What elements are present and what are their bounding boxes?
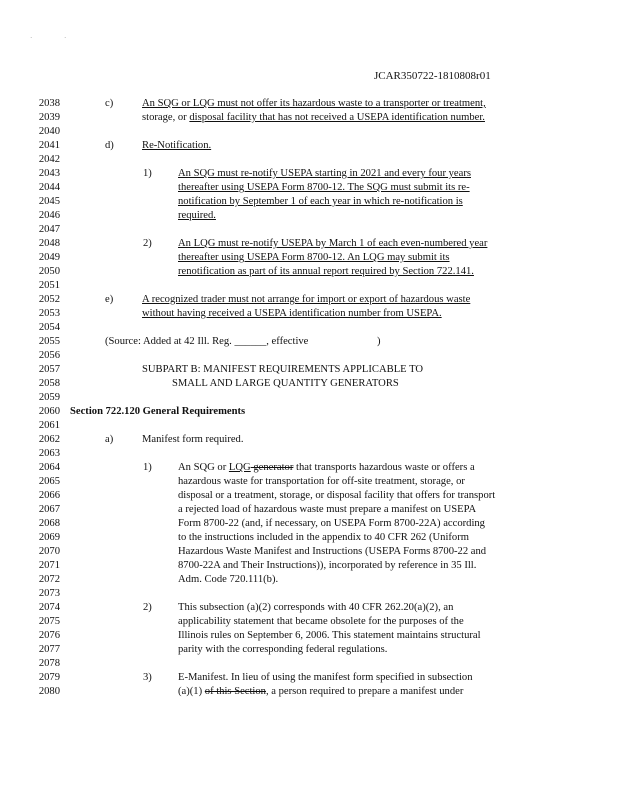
line-number: 2053 bbox=[38, 308, 60, 319]
line-number: 2038 bbox=[38, 98, 60, 109]
para-c-line2: storage, or disposal facility that has not received a USEPA identification number. bbox=[142, 112, 485, 123]
scan-mark: · bbox=[30, 34, 33, 42]
line-number: 2051 bbox=[38, 280, 60, 291]
item-label-a2: 2) bbox=[143, 602, 152, 613]
item-label-e: e) bbox=[105, 294, 114, 305]
line-number: 2045 bbox=[38, 196, 60, 207]
manifest-form-heading: Manifest form required. bbox=[142, 434, 244, 445]
section-title: Section 722.120 General Requirements bbox=[70, 406, 246, 417]
line-number: 2055 bbox=[38, 336, 60, 347]
para-a1-line7: Hazardous Waste Manifest and Instructions (USEPA Forms 8700-22 and bbox=[178, 546, 487, 557]
line-number: 2070 bbox=[38, 546, 60, 557]
line-number: 2066 bbox=[38, 490, 60, 501]
scan-mark: · bbox=[64, 34, 67, 42]
para-a1-line3: disposal or a treatment, storage, or disposal facility that offers for transport bbox=[178, 490, 496, 501]
re-notification-heading: Re-Notification. bbox=[142, 140, 212, 151]
para-e-line2: without having received a USEPA identification number from USEPA. bbox=[142, 308, 442, 319]
line-number: 2068 bbox=[38, 518, 60, 529]
para-d2-line2: thereafter using USEPA Form 8700-12. An LQG may submit its bbox=[178, 252, 450, 263]
line-number: 2072 bbox=[38, 574, 60, 585]
line-number: 2043 bbox=[38, 168, 60, 179]
line-number: 2059 bbox=[38, 392, 60, 403]
para-e-line1: A recognized trader must not arrange for import or export of hazardous waste bbox=[142, 294, 471, 305]
item-label-a1: 1) bbox=[143, 462, 152, 473]
item-label-d2: 2) bbox=[143, 238, 152, 249]
source-note: (Source: Added at 42 Ill. Reg. ______, effective ) bbox=[105, 336, 381, 347]
para-a1-line9: Adm. Code 720.111(b). bbox=[178, 574, 279, 585]
document-id: JCAR350722-1810808r01 bbox=[374, 70, 491, 82]
line-number: 2064 bbox=[38, 462, 60, 473]
para-a2-line4: parity with the corresponding federal regulations. bbox=[178, 644, 388, 655]
line-number: 2065 bbox=[38, 476, 60, 487]
para-c-line1: An SQG or LQG must not offer its hazardous waste to a transporter or treatment, bbox=[142, 98, 486, 109]
line-number: 2052 bbox=[38, 294, 60, 305]
line-number: 2049 bbox=[38, 252, 60, 263]
para-a3-line1: E-Manifest. In lieu of using the manifest form specified in subsection bbox=[178, 672, 473, 683]
line-number: 2063 bbox=[38, 448, 60, 459]
item-label-c: c) bbox=[105, 98, 114, 109]
para-a1-line4: a rejected load of hazardous waste must prepare a manifest on USEPA bbox=[178, 504, 477, 515]
para-d1-line3: notification by September 1 of each year in which re-notification is bbox=[178, 196, 463, 207]
item-label-d: d) bbox=[105, 140, 114, 151]
line-number: 2078 bbox=[38, 658, 60, 669]
para-d1-line4: required. bbox=[178, 210, 216, 221]
para-a3-line2: (a)(1) of this Section, a person required to prepare a manifest under bbox=[178, 686, 464, 697]
line-number: 2073 bbox=[38, 588, 60, 599]
line-number: 2075 bbox=[38, 616, 60, 627]
line-number: 2079 bbox=[38, 672, 60, 683]
subpart-heading-line2: SMALL AND LARGE QUANTITY GENERATORS bbox=[172, 378, 399, 389]
line-number: 2067 bbox=[38, 504, 60, 515]
line-number: 2061 bbox=[38, 420, 60, 431]
para-d1-line1: An SQG must re-notify USEPA starting in 2021 and every four years bbox=[178, 168, 471, 179]
item-label-a3: 3) bbox=[143, 672, 152, 683]
line-number: 2050 bbox=[38, 266, 60, 277]
line-number: 2060 bbox=[38, 406, 60, 417]
para-d2-line1: An LQG must re-notify USEPA by March 1 of each even-numbered year bbox=[178, 238, 488, 249]
line-number: 2054 bbox=[38, 322, 60, 333]
line-number: 2062 bbox=[38, 434, 60, 445]
line-number: 2069 bbox=[38, 532, 60, 543]
para-a2-line2: applicability statement that became obsolete for the purposes of the bbox=[178, 616, 464, 627]
para-a1-line5: Form 8700-22 (and, if necessary, on USEPA Form 8700-22A) according bbox=[178, 518, 485, 529]
line-number: 2058 bbox=[38, 378, 60, 389]
line-number: 2040 bbox=[38, 126, 60, 137]
line-number: 2044 bbox=[38, 182, 60, 193]
line-number: 2076 bbox=[38, 630, 60, 641]
line-number: 2074 bbox=[38, 602, 60, 613]
para-a1-line8: 8700-22A and Their Instructions)), incorporated by reference in 35 Ill. bbox=[178, 560, 477, 571]
para-d2-line3: renotification as part of its annual report required by Section 722.141. bbox=[178, 266, 474, 277]
line-number: 2041 bbox=[38, 140, 60, 151]
line-number: 2071 bbox=[38, 560, 60, 571]
line-number: 2057 bbox=[38, 364, 60, 375]
line-number: 2048 bbox=[38, 238, 60, 249]
para-a2-line3: Illinois rules on September 6, 2006. This statement maintains structural bbox=[178, 630, 481, 641]
line-number: 2046 bbox=[38, 210, 60, 221]
line-number: 2039 bbox=[38, 112, 60, 123]
item-label-d1: 1) bbox=[143, 168, 152, 179]
para-a1-line2: hazardous waste for transportation for off-site treatment, storage, or bbox=[178, 476, 465, 487]
para-a2-line1: This subsection (a)(2) corresponds with 40 CFR 262.20(a)(2), an bbox=[178, 602, 454, 613]
line-number: 2080 bbox=[38, 686, 60, 697]
line-number: 2047 bbox=[38, 224, 60, 235]
line-number: 2042 bbox=[38, 154, 60, 165]
line-number: 2077 bbox=[38, 644, 60, 655]
subpart-heading-line1: SUBPART B: MANIFEST REQUIREMENTS APPLICABLE TO bbox=[142, 364, 424, 375]
para-d1-line2: thereafter using USEPA Form 8700-12. The SQG must submit its re- bbox=[178, 182, 470, 193]
para-a1-line6: to the instructions included in the appendix to 40 CFR 262 (Uniform bbox=[178, 532, 470, 543]
line-number: 2056 bbox=[38, 350, 60, 361]
para-a1-line1: An SQG or LQG generator that transports hazardous waste or offers a bbox=[178, 462, 475, 473]
item-label-a: a) bbox=[105, 434, 114, 445]
